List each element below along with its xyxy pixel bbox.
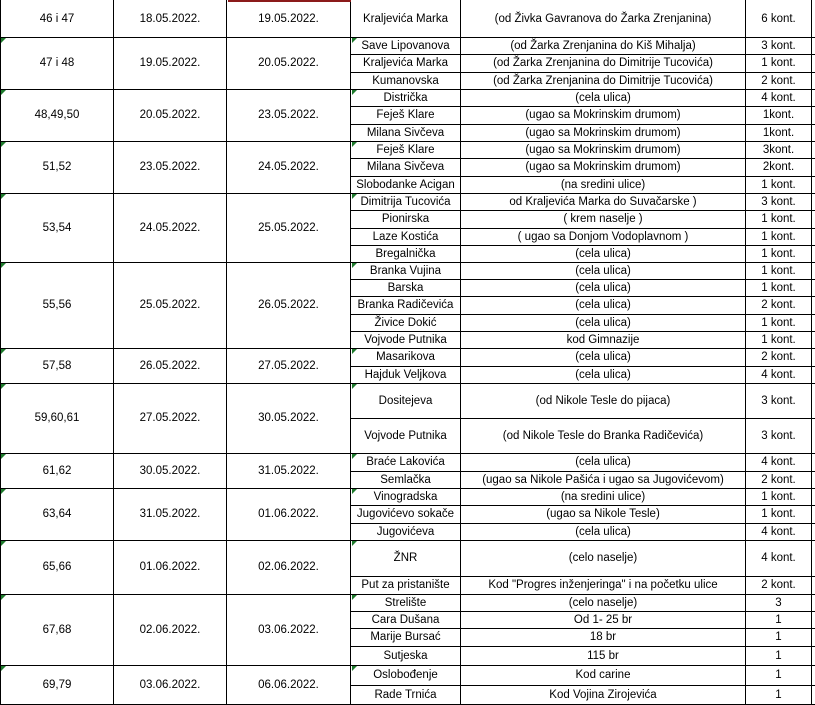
comment-marker bbox=[1, 194, 6, 199]
table-row bbox=[351, 210, 815, 228]
container-count-cell: 1 bbox=[746, 665, 812, 685]
group-number: 61,62 bbox=[0, 453, 114, 488]
date-to: 01.06.2022. bbox=[227, 488, 351, 540]
group-divider bbox=[0, 37, 815, 38]
location-cell: (od Žarka Zrenjanina do Dimitrije Tucovića) bbox=[461, 72, 746, 89]
date-from: 20.05.2022. bbox=[114, 89, 227, 141]
row-divider bbox=[351, 366, 815, 367]
group-divider bbox=[0, 488, 815, 489]
street-cell: Rade Trnića bbox=[351, 685, 461, 705]
location-cell: (od Žarka Zrenjanina do Kiš Mihalja) bbox=[461, 37, 746, 54]
date-from: 31.05.2022. bbox=[114, 488, 227, 540]
comment-marker bbox=[352, 384, 357, 389]
row-divider bbox=[351, 628, 815, 629]
group-number: 69,79 bbox=[0, 665, 114, 705]
comment-marker bbox=[1, 263, 6, 268]
date-to: 20.05.2022. bbox=[227, 37, 351, 89]
container-count-cell: 1 kont. bbox=[746, 54, 812, 72]
container-count-cell: 1 kont. bbox=[746, 210, 812, 228]
table-row bbox=[351, 54, 815, 72]
comment-marker bbox=[1, 489, 6, 494]
group-number: 55,56 bbox=[0, 262, 114, 348]
row-divider bbox=[351, 176, 815, 177]
table-row bbox=[351, 0, 815, 37]
comment-marker bbox=[1, 541, 6, 546]
date-to: 26.05.2022. bbox=[227, 262, 351, 348]
table-row bbox=[351, 594, 815, 611]
group-divider bbox=[0, 383, 815, 384]
group-number: 53,54 bbox=[0, 193, 114, 262]
container-count-cell: 1 kont. bbox=[746, 331, 812, 348]
location-cell: Od 1- 25 br bbox=[461, 611, 746, 628]
table-row bbox=[351, 471, 815, 488]
location-cell: (od Nikole Tesle do Branka Radičevića) bbox=[461, 418, 746, 453]
row-divider bbox=[351, 245, 815, 246]
group-number: 46 i 47 bbox=[0, 0, 114, 37]
table-row bbox=[351, 124, 815, 141]
date-to: 24.05.2022. bbox=[227, 141, 351, 193]
row-divider bbox=[351, 296, 815, 297]
comment-marker bbox=[1, 38, 6, 43]
container-count-cell: 1 bbox=[746, 611, 812, 628]
location-cell: 18 br bbox=[461, 628, 746, 646]
comment-marker bbox=[1, 90, 6, 95]
location-cell: (celo naselje) bbox=[461, 540, 746, 576]
table-row bbox=[351, 383, 815, 418]
table-row bbox=[351, 106, 815, 124]
selection-accent bbox=[228, 0, 351, 2]
street-cell: Vojvode Putnika bbox=[351, 418, 461, 453]
table-row bbox=[351, 89, 815, 106]
location-cell: (cela ulica) bbox=[461, 262, 746, 279]
location-cell: (ugao sa Mokrinskim drumom) bbox=[461, 124, 746, 141]
street-cell: Kumanovska bbox=[351, 72, 461, 89]
row-divider bbox=[351, 576, 815, 577]
date-to: 06.06.2022. bbox=[227, 665, 351, 705]
container-count-cell: 1 kont. bbox=[746, 262, 812, 279]
street-cell: Milana Sivčeva bbox=[351, 158, 461, 176]
date-from: 18.05.2022. bbox=[114, 0, 227, 37]
row-divider bbox=[351, 471, 815, 472]
location-cell: (cela ulica) bbox=[461, 348, 746, 366]
table-row bbox=[351, 665, 815, 685]
table-row bbox=[351, 228, 815, 245]
row-divider bbox=[351, 523, 815, 524]
location-cell: (od Nikole Tesle do pijaca) bbox=[461, 383, 746, 418]
location-cell: (cela ulica) bbox=[461, 89, 746, 106]
table-row bbox=[351, 158, 815, 176]
group-divider bbox=[0, 453, 815, 454]
location-cell: (ugao sa Mokrinskim drumom) bbox=[461, 106, 746, 124]
container-count-cell: 4 kont. bbox=[746, 523, 812, 540]
comment-marker bbox=[1, 595, 6, 600]
row-divider bbox=[351, 228, 815, 229]
container-count-cell: 4 kont. bbox=[746, 366, 812, 383]
row-divider bbox=[351, 54, 815, 55]
group-divider bbox=[0, 348, 815, 349]
row-divider bbox=[351, 279, 815, 280]
location-cell: (cela ulica) bbox=[461, 523, 746, 540]
date-from: 02.06.2022. bbox=[114, 594, 227, 665]
location-cell: (na sredini ulice) bbox=[461, 176, 746, 193]
table-row bbox=[351, 366, 815, 383]
comment-marker bbox=[352, 263, 357, 268]
container-count-cell: 3 kont. bbox=[746, 37, 812, 54]
street-cell: Dimitrija Tucovića bbox=[351, 193, 461, 210]
date-to: 31.05.2022. bbox=[227, 453, 351, 488]
row-divider bbox=[351, 331, 815, 332]
group-number: 63,64 bbox=[0, 488, 114, 540]
street-cell: Put za pristanište bbox=[351, 576, 461, 594]
container-count-cell: 1 kont. bbox=[746, 245, 812, 262]
location-cell: (ugao sa Mokrinskim drumom) bbox=[461, 141, 746, 158]
container-count-cell: 3 kont. bbox=[746, 383, 812, 418]
container-count-cell: 3 kont. bbox=[746, 418, 812, 453]
row-divider bbox=[351, 158, 815, 159]
location-cell: (cela ulica) bbox=[461, 279, 746, 296]
location-cell: (od Živka Gavranova do Žarka Zrenjanina) bbox=[461, 0, 746, 37]
street-cell: Dositejeva bbox=[351, 383, 461, 418]
street-cell: Feješ Klare bbox=[351, 106, 461, 124]
table-row bbox=[351, 611, 815, 628]
street-cell: Kraljevića Marka bbox=[351, 54, 461, 72]
row-divider bbox=[351, 646, 815, 647]
container-count-cell: 2kont. bbox=[746, 158, 812, 176]
street-cell: Marije Bursać bbox=[351, 628, 461, 646]
location-cell: 115 br bbox=[461, 646, 746, 665]
container-count-cell: 4 kont. bbox=[746, 89, 812, 106]
street-cell: Jugovićevo sokače bbox=[351, 505, 461, 523]
comment-marker bbox=[352, 489, 357, 494]
location-cell: Kod Vojina Zirojevića bbox=[461, 685, 746, 705]
date-to: 02.06.2022. bbox=[227, 540, 351, 594]
row-divider bbox=[351, 72, 815, 73]
location-cell: kod Gimnazije bbox=[461, 331, 746, 348]
group-divider bbox=[0, 262, 815, 263]
comment-marker bbox=[352, 595, 357, 600]
row-divider bbox=[351, 505, 815, 506]
group-number: 48,49,50 bbox=[0, 89, 114, 141]
location-cell: (od Žarka Zrenjanina do Dimitrije Tucovića) bbox=[461, 54, 746, 72]
table-row bbox=[351, 279, 815, 296]
table-row bbox=[351, 348, 815, 366]
street-cell: Milana Sivčeva bbox=[351, 124, 461, 141]
table-row bbox=[351, 296, 815, 314]
table-row bbox=[351, 488, 815, 505]
comment-marker bbox=[352, 349, 357, 354]
group-divider bbox=[0, 193, 815, 194]
street-cell: Masarikova bbox=[351, 348, 461, 366]
container-count-cell: 3 bbox=[746, 594, 812, 611]
comment-marker bbox=[352, 194, 357, 199]
street-cell: Kraljevića Marka bbox=[351, 0, 461, 37]
container-count-cell: 2 kont. bbox=[746, 72, 812, 89]
street-cell: Vojvode Putnika bbox=[351, 331, 461, 348]
group-number: 57,58 bbox=[0, 348, 114, 383]
street-cell: Sutjeska bbox=[351, 646, 461, 665]
table-row bbox=[351, 193, 815, 210]
table-row bbox=[351, 628, 815, 646]
row-divider bbox=[351, 124, 815, 125]
location-cell: Kod "Progres inženjeringa" i na početku ulice bbox=[461, 576, 746, 594]
container-count-cell: 1kont. bbox=[746, 124, 812, 141]
date-to: 03.06.2022. bbox=[227, 594, 351, 665]
group-number: 65,66 bbox=[0, 540, 114, 594]
comment-marker bbox=[352, 666, 357, 671]
location-cell: (cela ulica) bbox=[461, 296, 746, 314]
container-count-cell: 1kont. bbox=[746, 106, 812, 124]
table-row bbox=[351, 176, 815, 193]
container-count-cell: 2 kont. bbox=[746, 296, 812, 314]
street-cell: Laze Kostića bbox=[351, 228, 461, 245]
table-row bbox=[351, 262, 815, 279]
container-count-cell: 2 kont. bbox=[746, 576, 812, 594]
street-cell: Oslobođenje bbox=[351, 665, 461, 685]
street-cell: Braće Lakovića bbox=[351, 453, 461, 471]
street-cell: ŽNR bbox=[351, 540, 461, 576]
table-row bbox=[351, 540, 815, 576]
location-cell: (ugao sa Nikole Tesle) bbox=[461, 505, 746, 523]
date-to: 27.05.2022. bbox=[227, 348, 351, 383]
table-row bbox=[351, 453, 815, 471]
date-to: 25.05.2022. bbox=[227, 193, 351, 262]
group-divider bbox=[0, 665, 815, 666]
comment-marker bbox=[352, 142, 357, 147]
location-cell: (cela ulica) bbox=[461, 245, 746, 262]
table-row bbox=[351, 505, 815, 523]
table-row bbox=[351, 141, 815, 158]
table-row bbox=[351, 331, 815, 348]
group-number: 51,52 bbox=[0, 141, 114, 193]
location-cell: (cela ulica) bbox=[461, 314, 746, 331]
street-cell: Branka Radičevića bbox=[351, 296, 461, 314]
table-row bbox=[351, 576, 815, 594]
container-count-cell: 1 kont. bbox=[746, 488, 812, 505]
street-cell: Branka Vujina bbox=[351, 262, 461, 279]
container-count-cell: 2 kont. bbox=[746, 471, 812, 488]
street-cell: Barska bbox=[351, 279, 461, 296]
location-cell: (na sredini ulice) bbox=[461, 488, 746, 505]
date-from: 26.05.2022. bbox=[114, 348, 227, 383]
row-divider bbox=[351, 314, 815, 315]
container-count-cell: 1 bbox=[746, 646, 812, 665]
date-from: 30.05.2022. bbox=[114, 453, 227, 488]
date-from: 01.06.2022. bbox=[114, 540, 227, 594]
table-row bbox=[351, 37, 815, 54]
group-divider bbox=[0, 540, 815, 541]
date-to: 30.05.2022. bbox=[227, 383, 351, 453]
street-cell: Slobodanke Acigan bbox=[351, 176, 461, 193]
street-cell: Bregalnička bbox=[351, 245, 461, 262]
comment-marker bbox=[352, 38, 357, 43]
street-cell: Distrička bbox=[351, 89, 461, 106]
street-cell: Cara Dušana bbox=[351, 611, 461, 628]
location-cell: (cela ulica) bbox=[461, 366, 746, 383]
group-number: 47 i 48 bbox=[0, 37, 114, 89]
comment-marker bbox=[352, 90, 357, 95]
table-row bbox=[351, 314, 815, 331]
date-from: 24.05.2022. bbox=[114, 193, 227, 262]
container-count-cell: 1 bbox=[746, 685, 812, 705]
row-divider bbox=[351, 210, 815, 211]
street-cell: Hajduk Veljkova bbox=[351, 366, 461, 383]
group-divider bbox=[0, 594, 815, 595]
date-from: 27.05.2022. bbox=[114, 383, 227, 453]
location-cell: (cela ulica) bbox=[461, 453, 746, 471]
location-cell: (ugao sa Nikole Pašića i ugao sa Jugovićevom) bbox=[461, 471, 746, 488]
street-cell: Jugovićeva bbox=[351, 523, 461, 540]
group-number: 59,60,61 bbox=[0, 383, 114, 453]
container-count-cell: 2 kont. bbox=[746, 348, 812, 366]
container-count-cell: 1 kont. bbox=[746, 279, 812, 296]
row-divider bbox=[351, 685, 815, 686]
group-number: 67,68 bbox=[0, 594, 114, 665]
table-row bbox=[351, 523, 815, 540]
date-from: 19.05.2022. bbox=[114, 37, 227, 89]
container-count-cell: 1 kont. bbox=[746, 176, 812, 193]
date-from: 23.05.2022. bbox=[114, 141, 227, 193]
container-count-cell: 4 kont. bbox=[746, 453, 812, 471]
street-cell: Živice Dokić bbox=[351, 314, 461, 331]
row-divider bbox=[351, 611, 815, 612]
location-cell: Kod carine bbox=[461, 665, 746, 685]
location-cell: (ugao sa Mokrinskim drumom) bbox=[461, 158, 746, 176]
table-row bbox=[351, 418, 815, 453]
comment-marker bbox=[1, 384, 6, 389]
comment-marker bbox=[1, 349, 6, 354]
location-cell: od Kraljevića Marka do Suvačarske ) bbox=[461, 193, 746, 210]
container-count-cell: 6 kont. bbox=[746, 0, 812, 37]
location-cell: ( krem naselje ) bbox=[461, 210, 746, 228]
container-count-cell: 1 bbox=[746, 628, 812, 646]
group-divider bbox=[0, 89, 815, 90]
date-to: 19.05.2022. bbox=[227, 0, 351, 37]
comment-marker bbox=[352, 541, 357, 546]
location-cell: ( ugao sa Donjom Vodoplavnom ) bbox=[461, 228, 746, 245]
comment-marker bbox=[352, 454, 357, 459]
container-count-cell: 4 kont. bbox=[746, 540, 812, 576]
table-row bbox=[351, 646, 815, 665]
container-count-cell: 3 kont. bbox=[746, 193, 812, 210]
row-divider bbox=[351, 418, 815, 419]
street-cell: Pionirska bbox=[351, 210, 461, 228]
date-from: 25.05.2022. bbox=[114, 262, 227, 348]
table-row bbox=[351, 245, 815, 262]
table-row bbox=[351, 685, 815, 705]
date-from: 03.06.2022. bbox=[114, 665, 227, 705]
street-cell: Save Lipovanova bbox=[351, 37, 461, 54]
street-cell: Feješ Klare bbox=[351, 141, 461, 158]
container-count-cell: 3kont. bbox=[746, 141, 812, 158]
table-row bbox=[351, 72, 815, 89]
comment-marker bbox=[1, 142, 6, 147]
street-cell: Vinogradska bbox=[351, 488, 461, 505]
container-count-cell: 1 kont. bbox=[746, 228, 812, 245]
location-cell: (celo naselje) bbox=[461, 594, 746, 611]
comment-marker bbox=[1, 454, 6, 459]
street-cell: Semlačka bbox=[351, 471, 461, 488]
container-count-cell: 1 kont. bbox=[746, 314, 812, 331]
container-count-cell: 1 kont. bbox=[746, 505, 812, 523]
date-to: 23.05.2022. bbox=[227, 89, 351, 141]
group-divider bbox=[0, 141, 815, 142]
street-cell: Strelište bbox=[351, 594, 461, 611]
comment-marker bbox=[1, 666, 6, 671]
row-divider bbox=[351, 106, 815, 107]
